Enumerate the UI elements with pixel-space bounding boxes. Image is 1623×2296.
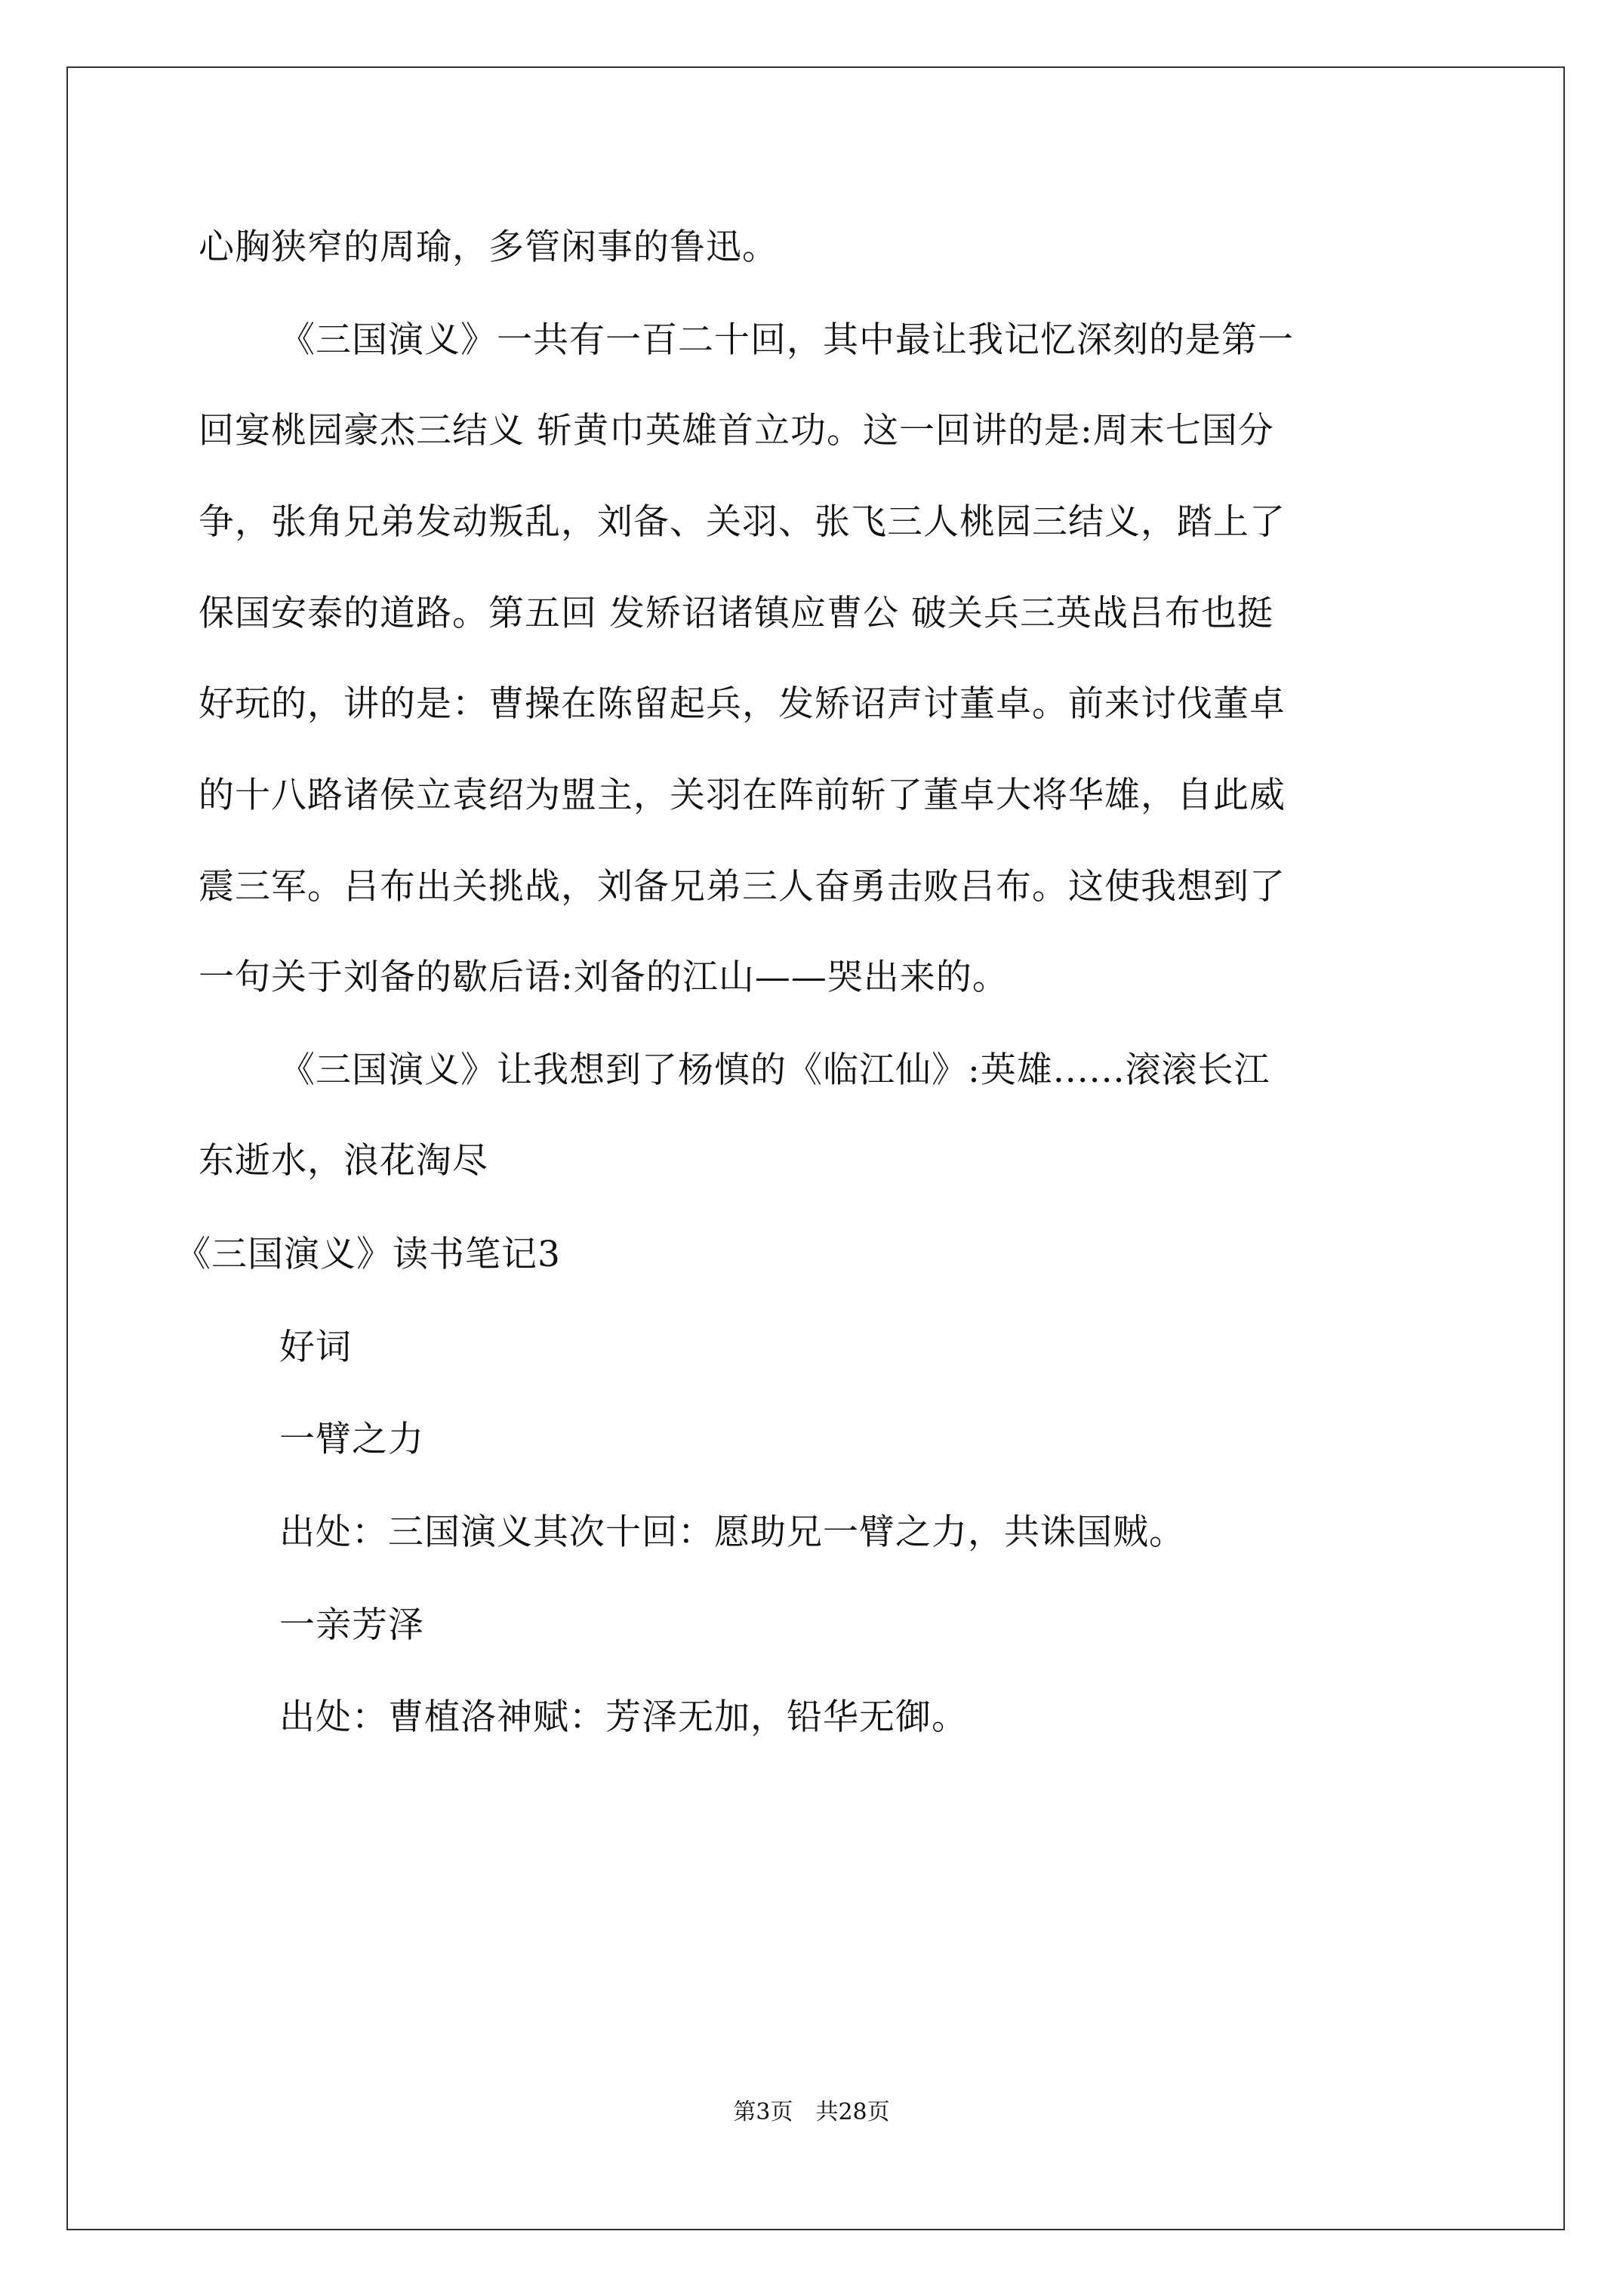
- paragraph-start: 《三国演义》一共有一百二十回，其中最让我记忆深刻的是第一: [279, 319, 1294, 361]
- body-line: 好玩的，讲的是：曹操在陈留起兵，发矫诏声讨董卓。前来讨伐董卓: [199, 683, 1286, 725]
- term-source: 出处：三国演义其次十回：愿助兄一臂之力，共诛国贼。: [279, 1512, 1185, 1553]
- body-line: 一句关于刘备的歇后语:刘备的江山——哭出来的。: [199, 957, 1009, 998]
- subheading: 好词: [279, 1327, 352, 1368]
- page-number: 第3页 共28页: [733, 2099, 890, 2125]
- body-line: 心胸狭窄的周瑜，多管闲事的鲁迅。: [199, 227, 778, 268]
- paragraph-start: 《三国演义》让我想到了杨慎的《临江仙》:英雄......滚滚长江: [279, 1049, 1270, 1091]
- term-source: 出处：曹植洛神赋：芳泽无加，铅华无御。: [279, 1697, 968, 1738]
- section-heading: 《三国演义》读书笔记3: [175, 1234, 561, 1275]
- body-line: 争，张角兄弟发动叛乱，刘备、关羽、张飞三人桃园三结义，踏上了: [199, 501, 1286, 543]
- body-line: 的十八路诸侯立袁绍为盟主，关羽在阵前斩了董卓大将华雄，自此威: [199, 775, 1286, 816]
- body-line: 保国安泰的道路。第五回 发矫诏诸镇应曹公 破关兵三英战吕布也挺: [199, 593, 1273, 634]
- body-line: 东逝水，浪花淘尽: [199, 1140, 488, 1182]
- body-line: 震三军。吕布出关挑战，刘备兄弟三人奋勇击败吕布。这使我想到了: [199, 866, 1286, 908]
- body-line: 回宴桃园豪杰三结义 斩黄巾英雄首立功。这一回讲的是:周末七国分: [199, 410, 1274, 451]
- term: 一亲芳泽: [279, 1604, 424, 1646]
- term: 一臂之力: [279, 1419, 424, 1460]
